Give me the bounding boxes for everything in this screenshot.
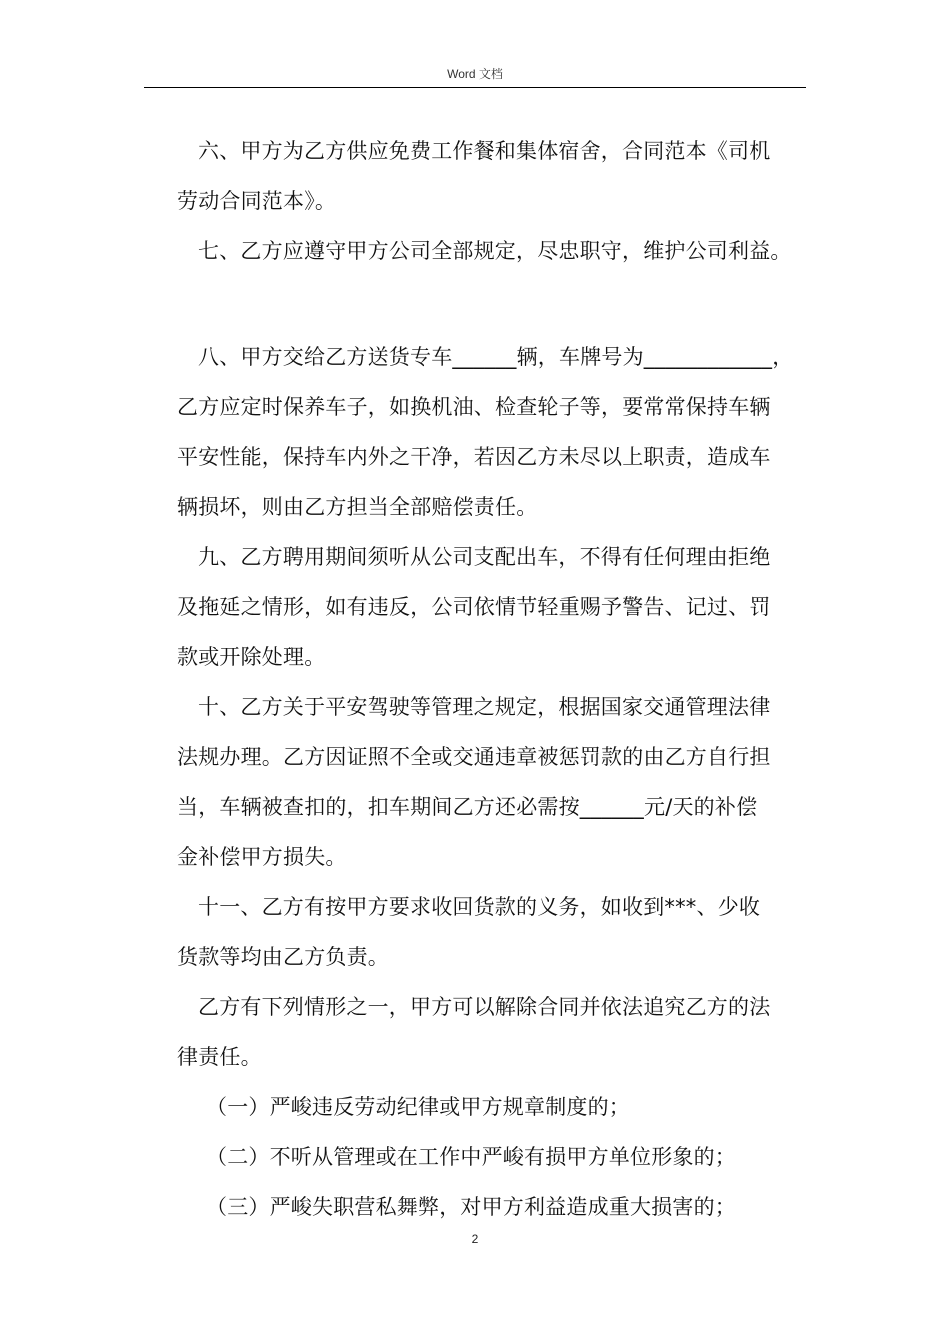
termination-intro-line-1: 乙方有下列情形之一，甲方可以解除合同并依法追究乙方的法 (198, 995, 771, 1019)
termination-item-3: （三）严峻失职营私舞弊，对甲方利益造成重大损害的； (206, 1195, 736, 1219)
clause-9-line-2: 及拖延之情形，如有违反，公司依情节轻重赐予警告、记过、罚 (177, 595, 771, 619)
clause-8-line-3: 平安性能，保持车内外之干净，若因乙方未尽以上职责，造成车 (177, 445, 771, 469)
page-number: 2 (471, 1232, 479, 1246)
clause-11-line-2: 货款等均由乙方负责。 (177, 945, 389, 969)
clause-8-line-4: 辆损坏，则由乙方担当全部赔偿责任。 (177, 495, 538, 519)
clause-6-line-1: 六、甲方为乙方供应免费工作餐和集体宿舍，合同范本《司机 (198, 139, 771, 163)
clause-9-line-3: 款或开除处理。 (177, 645, 326, 669)
termination-item-1: （一）严峻违反劳动纪律或甲方规章制度的； (206, 1095, 630, 1119)
paragraph-gap (177, 276, 817, 332)
clause-9-line-1: 九、乙方聘用期间须听从公司支配出车，不得有任何理由拒绝 (198, 545, 771, 569)
header-title: Word 文档 (447, 67, 503, 81)
clause-8-line-2: 乙方应定时保养车子，如换机油、检查轮子等，要常常保持车辆 (177, 395, 771, 419)
clause-10-line-4: 金补偿甲方损失。 (177, 845, 347, 869)
document-body (177, 126, 817, 1232)
clause-6-line-2: 劳动合同范本》。 (177, 189, 337, 213)
clause-11-line-1: 十一、乙方有按甲方要求收回货款的义务，如收到***、少收 (198, 895, 761, 919)
termination-intro-line-2: 律责任。 (177, 1045, 262, 1069)
clause-10-line-3: 当，车辆被查扣的，扣车期间乙方还必需按______元/天的补偿 (177, 795, 758, 819)
header-divider (144, 87, 806, 88)
clause-10-line-2: 法规办理。乙方因证照不全或交通违章被惩罚款的由乙方自行担 (177, 745, 771, 769)
clause-7-line-1: 七、乙方应遵守甲方公司全部规定，尽忠职守，维护公司利益。 (198, 239, 792, 263)
clause-8-line-1: 八、甲方交给乙方送货专车______辆，车牌号为____________， (198, 345, 794, 369)
clause-10-line-1: 十、乙方关于平安驾驶等管理之规定，根据国家交通管理法律 (198, 695, 771, 719)
termination-item-2: （二）不听从管理或在工作中严峻有损甲方单位形象的； (206, 1145, 736, 1169)
